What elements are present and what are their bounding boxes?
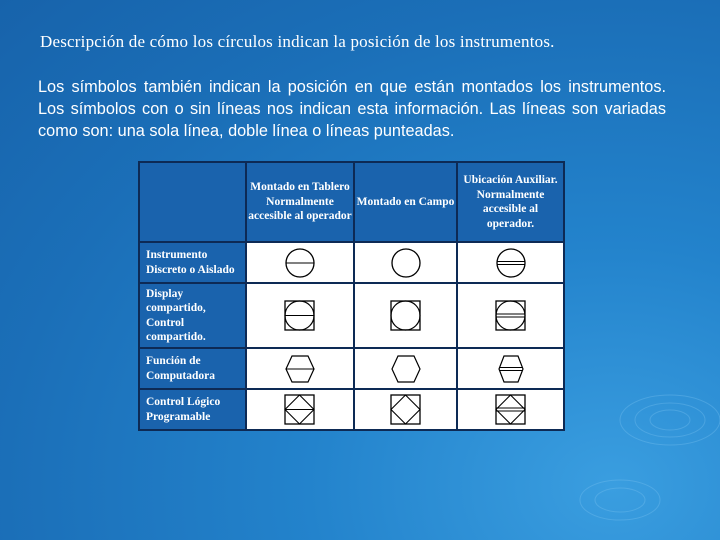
header-empty: [139, 162, 246, 242]
square-circle-icon: [354, 283, 457, 348]
circle-double-line-icon: [457, 242, 564, 283]
slide-paragraph: Los símbolos también indican la posición en que están montados los instrumentos. Los símbolos con o sin líneas nos indican esta información. Las líneas son variadas como son: una sola línea, doble línea o líneas punteadas.: [38, 78, 666, 140]
table-row: [139, 389, 564, 430]
row-label: Instrumento Discreto o Aislado: [139, 242, 246, 283]
square-diamond-icon: [354, 389, 457, 430]
circle-icon: [354, 242, 457, 283]
circle-single-line-icon: [246, 242, 354, 283]
row-label: Función de Computadora: [139, 348, 246, 389]
square-diamond-double-line-icon: [457, 389, 564, 430]
square-diamond-single-line-icon: [246, 389, 354, 430]
row-label: Display compartido, Control compartido.: [139, 283, 246, 348]
header-field-mounted: Montado en Campo: [354, 162, 457, 242]
symbols-table: [138, 161, 565, 431]
table-header-row: [139, 162, 564, 242]
square-circle-single-line-icon: [246, 283, 354, 348]
table-row: [139, 242, 564, 283]
table-row: [139, 283, 564, 348]
hexagon-icon: [354, 348, 457, 389]
header-auxiliary: Ubicación Auxiliar. Normalmente accesible al operador.: [457, 162, 564, 242]
row-label: Control Lógico Programable: [139, 389, 246, 430]
hexagon-single-line-icon: [246, 348, 354, 389]
slide-title: Descripción de cómo los círculos indican la posición de los instrumentos.: [40, 32, 555, 51]
water-ripple-decoration: [560, 360, 720, 540]
header-panel-mounted: Montado en Tablero Normalmente accesible al operador: [246, 162, 354, 242]
table-row: [139, 348, 564, 389]
square-circle-double-line-icon: [457, 283, 564, 348]
hexagon-double-line-icon: [457, 348, 564, 389]
